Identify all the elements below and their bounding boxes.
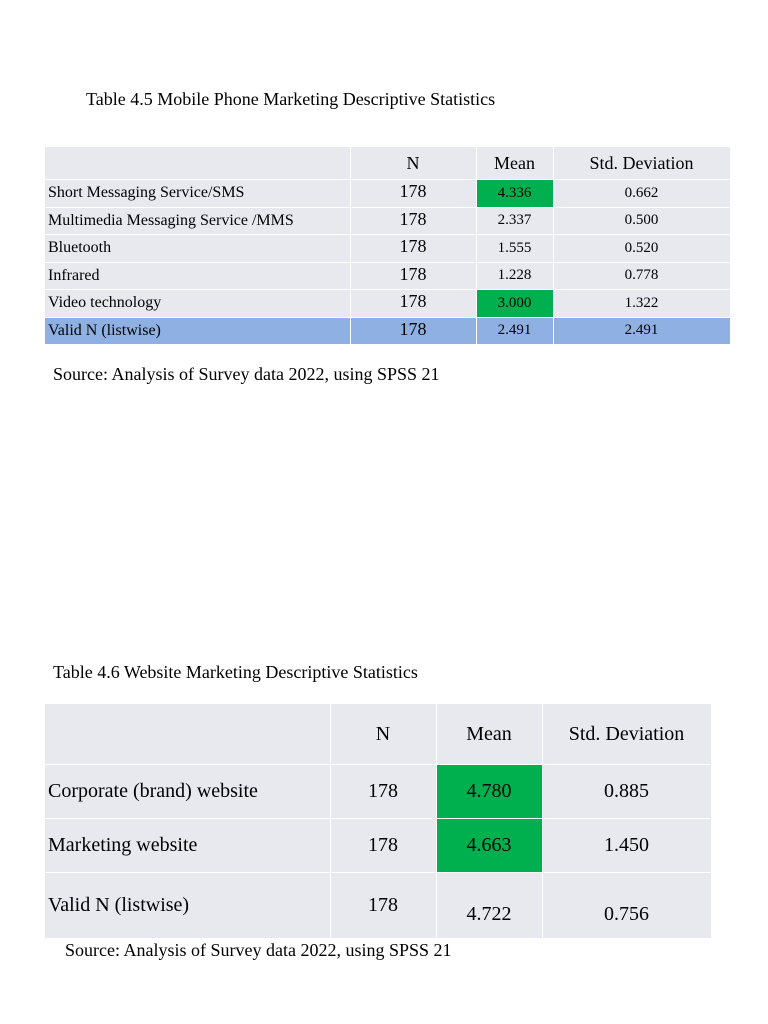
row-n: 178: [350, 317, 476, 345]
website-marketing-table: [45, 704, 712, 939]
row-mean: 1.228: [476, 262, 553, 290]
header-mean: Mean: [436, 704, 542, 765]
header-std-deviation: Std. Deviation: [542, 704, 711, 765]
header-n: N: [350, 147, 476, 180]
row-label: Marketing website: [45, 819, 330, 873]
row-mean: 1.555: [476, 235, 553, 263]
table2-source: Source: Analysis of Survey data 2022, using SPSS 21: [65, 940, 452, 960]
header-mean: Mean: [476, 147, 553, 180]
table-row: [45, 235, 730, 263]
row-n: 178: [350, 207, 476, 235]
table1-source: Source: Analysis of Survey data 2022, using SPSS 21: [53, 364, 440, 384]
row-std-deviation: 0.885: [542, 765, 711, 819]
row-mean-highlighted: 4.663: [436, 819, 542, 873]
table-row: [45, 819, 711, 873]
row-n: 178: [350, 235, 476, 263]
row-n: 178: [330, 765, 436, 819]
row-label: Multimedia Messaging Service /MMS: [45, 207, 350, 235]
row-mean: 2.337: [476, 207, 553, 235]
row-mean-highlighted: 3.000: [476, 290, 553, 318]
table-row: [45, 180, 730, 208]
row-label: Valid N (listwise): [45, 873, 330, 939]
header-label: [45, 147, 350, 180]
table1-caption: Table 4.5 Mobile Phone Marketing Descriptive Statistics: [86, 89, 496, 109]
row-std-deviation: 0.778: [553, 262, 730, 290]
row-label: Valid N (listwise): [45, 317, 350, 345]
row-label: Bluetooth: [45, 235, 350, 263]
table-header-row: [45, 147, 730, 180]
header-n: N: [330, 704, 436, 765]
header-std-deviation: Std. Deviation: [553, 147, 730, 180]
row-label: Short Messaging Service/SMS: [45, 180, 350, 208]
row-std-deviation: 1.322: [553, 290, 730, 318]
table-row-valid-n: [45, 873, 711, 939]
table-row: [45, 290, 730, 318]
table-row: [45, 262, 730, 290]
row-n: 178: [350, 290, 476, 318]
row-std-deviation: 0.662: [553, 180, 730, 208]
table-row-valid-n: [45, 317, 730, 345]
row-mean: 4.722: [436, 873, 542, 939]
row-std-deviation: 0.756: [542, 873, 711, 939]
table-row: [45, 765, 711, 819]
row-mean-highlighted: 4.780: [436, 765, 542, 819]
row-std-deviation: 0.520: [553, 235, 730, 263]
row-std-deviation: 0.500: [553, 207, 730, 235]
row-n: 178: [330, 819, 436, 873]
table-row: [45, 207, 730, 235]
row-label: Infrared: [45, 262, 350, 290]
row-std-deviation: 1.450: [542, 819, 711, 873]
row-mean: 2.491: [476, 317, 553, 345]
table-header-row: [45, 704, 711, 765]
row-label: Video technology: [45, 290, 350, 318]
header-label: [45, 704, 330, 765]
table2-caption: Table 4.6 Website Marketing Descriptive Statistics: [53, 662, 418, 682]
mobile-marketing-table: [45, 147, 731, 345]
row-n: 178: [350, 262, 476, 290]
row-std-deviation: 2.491: [553, 317, 730, 345]
row-n: 178: [350, 180, 476, 208]
row-mean-highlighted: 4.336: [476, 180, 553, 208]
row-label: Corporate (brand) website: [45, 765, 330, 819]
row-n: 178: [330, 873, 436, 939]
